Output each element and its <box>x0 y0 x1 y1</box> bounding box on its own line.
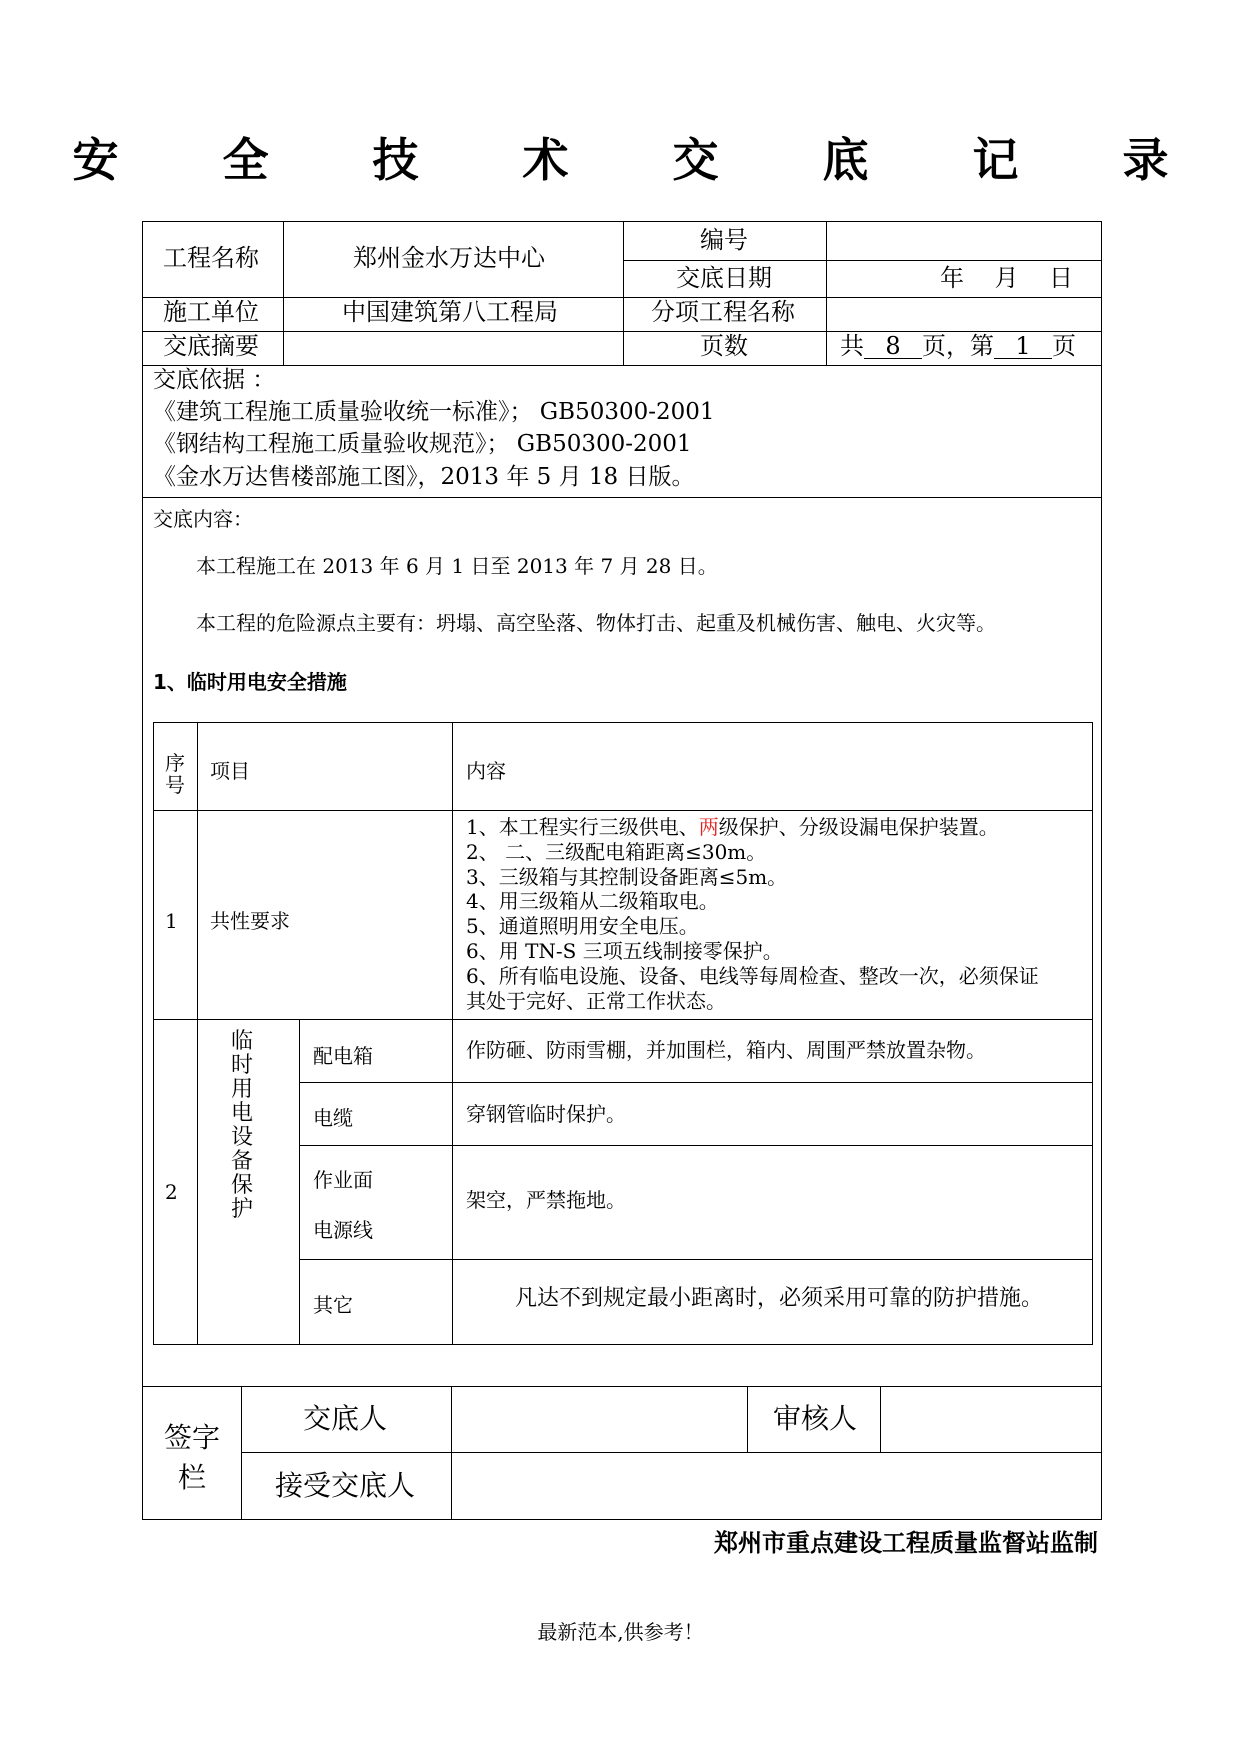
content-line: 其处于完好、正常工作状态。 <box>466 988 726 1013</box>
section-title: 1、临时用电安全措施 <box>153 670 347 694</box>
sub-item-content: 架空，严禁拖地。 <box>466 1188 626 1212</box>
pages-mid: 页，第 <box>922 332 994 360</box>
content-line: 5、通道照明用安全电压。 <box>466 914 699 939</box>
footer-note: 最新范本,供参考！ <box>537 1620 704 1644</box>
divider <box>623 260 1102 261</box>
divider <box>142 497 1102 498</box>
content-text: 级保护、分级设漏电保护装置。 <box>718 815 999 839</box>
divider <box>826 221 827 365</box>
sub-item-name: 电源线 <box>313 1218 373 1242</box>
group-label: 临时用电设备保护 <box>230 1029 253 1222</box>
sub-item-name: 其它 <box>313 1293 353 1317</box>
pages-count <box>840 334 1076 359</box>
serial-label: 编号 <box>700 226 748 254</box>
contractor-label: 施工单位 <box>163 298 259 326</box>
giver-label: 交底人 <box>303 1402 388 1435</box>
sub-item-name: 电缆 <box>313 1106 353 1130</box>
content-label: 交底内容： <box>153 507 253 531</box>
content-paragraph: 本工程的危险源点主要有：坍塌、高空坠落、物体打击、起重及机械伤害、触电、火灾等。 <box>196 611 996 635</box>
subproject-label: 分项工程名称 <box>651 298 795 326</box>
sub-item-name: 作业面 <box>313 1168 373 1192</box>
project-name-value: 郑州金水万达中心 <box>353 244 545 272</box>
pages-total: 8 <box>864 334 922 359</box>
page-title: 安 全 技 术 交 底 记 录 <box>72 133 1213 187</box>
divider <box>452 722 453 1345</box>
divider <box>299 1082 1093 1083</box>
content-line: 4、用三级箱从二级箱取电。 <box>466 889 719 914</box>
content-emphasis: 两 <box>698 815 719 839</box>
content-line: 2、 二、三级配电箱距离≤30m。 <box>466 839 767 864</box>
contractor-value: 中国建筑第八工程局 <box>342 298 558 326</box>
divider <box>197 722 198 1345</box>
divider <box>142 297 1102 298</box>
project-name-label: 工程名称 <box>163 244 259 272</box>
divider <box>153 810 1093 811</box>
pages-suffix: 页 <box>1052 332 1076 360</box>
content-paragraph: 本工程施工在 2013 年 6 月 1 日至 2013 年 7 月 28 日。 <box>196 554 718 578</box>
signature-label: 签字栏 <box>163 1421 220 1494</box>
divider <box>623 221 624 365</box>
content-line <box>466 815 1039 840</box>
pages-current: 1 <box>994 334 1052 359</box>
divider <box>142 1386 1102 1387</box>
content-line: 6、用 TN-S 三项五线制接零保护。 <box>466 938 783 963</box>
divider <box>451 1386 452 1520</box>
row-item: 共性要求 <box>210 909 290 933</box>
divider <box>299 1019 300 1345</box>
date-value: 年 月 日 <box>940 264 1074 292</box>
divider <box>241 1452 1102 1453</box>
header-item: 项目 <box>210 759 250 783</box>
content-line: 6、所有临电设施、设备、电线等每周检查、整改一次，必须保证 <box>466 963 1039 988</box>
divider <box>880 1386 881 1452</box>
summary-label: 交底摘要 <box>163 332 259 360</box>
receiver-label: 接受交底人 <box>275 1469 416 1502</box>
sub-item-name: 配电箱 <box>313 1044 373 1068</box>
basis-item: 《钢结构工程施工质量验收规范》； GB50300-2001 <box>153 431 692 457</box>
content-line: 3、三级箱与其控制设备距离≤5m。 <box>466 864 788 889</box>
row-seq: 1 <box>165 909 178 933</box>
issuing-organization: 郑州市重点建设工程质量监督站监制 <box>714 1529 1098 1557</box>
sub-item-content: 凡达不到规定最小距离时，必须采用可靠的防护措施。 <box>515 1286 1044 1311</box>
header-content: 内容 <box>466 759 506 783</box>
basis-item: 《建筑工程施工质量验收统一标准》； GB50300-2001 <box>153 399 715 425</box>
sub-item-content: 穿钢管临时保护。 <box>466 1102 626 1126</box>
row-seq: 2 <box>165 1180 178 1204</box>
row-content <box>466 815 1039 1013</box>
divider <box>241 1386 242 1520</box>
divider <box>299 1259 1093 1260</box>
divider <box>142 365 1102 366</box>
basis-label: 交底依据 ： <box>153 367 276 393</box>
divider <box>299 1145 1093 1146</box>
pages-label: 页数 <box>700 332 748 360</box>
divider <box>153 1019 1093 1020</box>
divider <box>283 221 284 365</box>
content-text: 1、本工程实行三级供电、 <box>466 815 699 839</box>
basis-item: 《金水万达售楼部施工图》，2013 年 5 月 18 日版。 <box>153 464 695 490</box>
date-label: 交底日期 <box>676 264 772 292</box>
divider <box>747 1386 748 1452</box>
header-seq: 序号 <box>165 751 185 797</box>
reviewer-label: 审核人 <box>773 1402 858 1435</box>
pages-prefix: 共 <box>840 332 864 360</box>
sub-item-content: 作防砸、防雨雪棚，并加围栏，箱内、周围严禁放置杂物。 <box>466 1038 986 1062</box>
